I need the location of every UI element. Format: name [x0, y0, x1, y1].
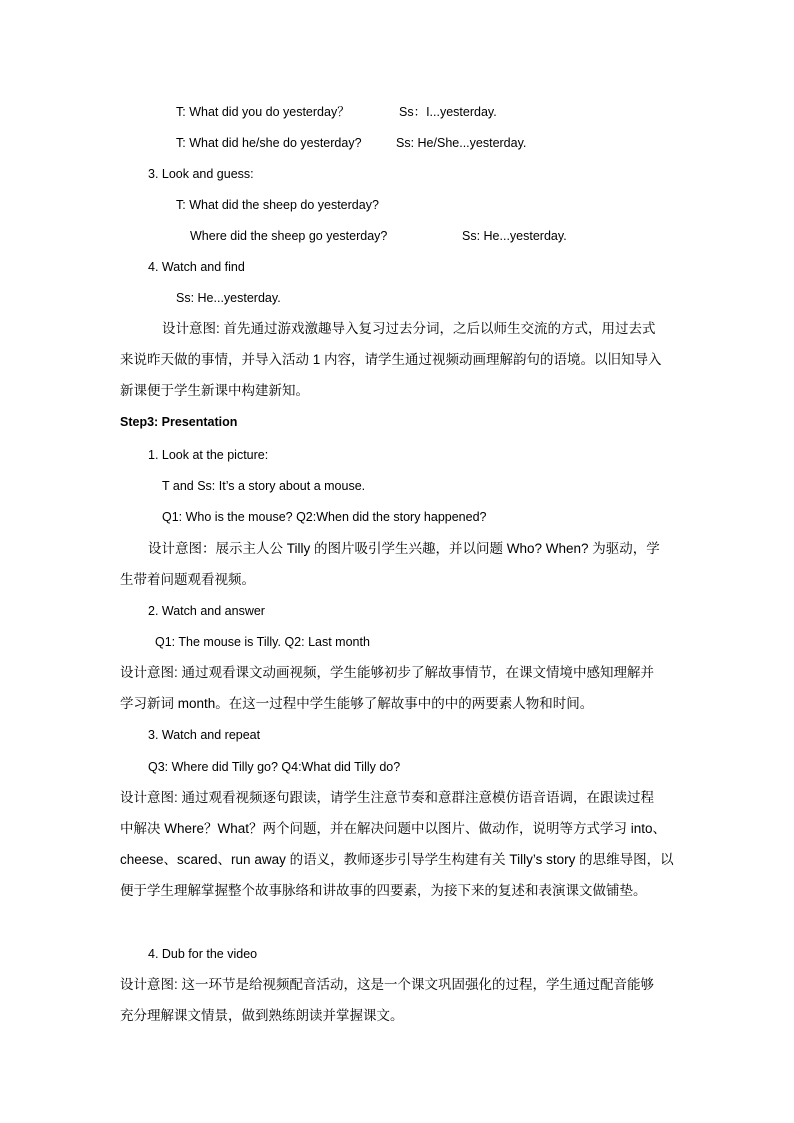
look-and-guess-heading: 3. Look and guess:	[148, 167, 254, 181]
dub-for-video-heading: 4. Dub for the video	[148, 947, 258, 961]
design-intent-4-line-1: 设计意图: 通过观看视频逐句跟读，请学生注意节奏和意群注意模仿语音语调，在跟读过程	[120, 790, 655, 805]
watch-and-repeat-heading: 3. Watch and repeat	[148, 728, 261, 742]
questions-q3-q4: Q3: Where did Tilly go? Q4:What did Tilly do?	[148, 760, 401, 774]
sheep-question-do: T: What did the sheep do yesterday?	[176, 198, 379, 212]
teacher-question-he-she: T: What did he/she do yesterday?	[176, 136, 362, 150]
story-statement: T and Ss: It’s a story about a mouse.	[162, 479, 366, 493]
design-intent-3-line-1: 设计意图: 通过观看课文动画视频，学生能够初步了解故事情节，在课文情境中感知理解并	[120, 665, 655, 680]
questions-q1-q2: Q1: Who is the mouse? Q2:When did the story happened?	[162, 510, 487, 524]
design-intent-1-line-1: 设计意图: 首先通过游戏激趣导入复习过去分词，之后以师生交流的方式，用过去式	[162, 321, 656, 336]
teacher-question-you: T: What did you do yesterday？	[176, 105, 350, 119]
watch-and-find-heading: 4. Watch and find	[148, 260, 245, 274]
answers-q1-q2: Q1: The mouse is Tilly. Q2: Last month	[155, 635, 370, 649]
design-intent-4-line-4: 便于学生理解掌握整个故事脉络和讲故事的四要素，为接下来的复述和表演课文做铺垫。	[120, 883, 647, 898]
design-intent-1-line-2: 来说昨天做的事情，并导入活动 1 内容，请学生通过视频动画理解韵句的语境。以旧知导入	[120, 352, 662, 367]
step3-heading: Step3: Presentation	[120, 415, 238, 429]
student-answer-i: Ss：I...yesterday.	[399, 105, 497, 119]
watch-and-answer-heading: 2. Watch and answer	[148, 604, 265, 618]
design-intent-5-line-1: 设计意图: 这一环节是给视频配音活动，这是一个课文巩固强化的过程，学生通过配音能够	[120, 977, 655, 992]
sheep-answer: Ss: He...yesterday.	[462, 229, 567, 243]
design-intent-4-line-2: 中解决 Where？What？两个问题，并在解决问题中以图片、做动作，说明等方式学习 into、	[120, 821, 667, 836]
student-answer-he-she: Ss: He/She...yesterday.	[396, 136, 527, 150]
watch-and-find-answer: Ss: He...yesterday.	[176, 291, 281, 305]
design-intent-5-line-2: 充分理解课文情景，做到熟练朗读并掌握课文。	[120, 1008, 404, 1023]
design-intent-3-line-2: 学习新词 month。在这一过程中学生能够了解故事中的中的两要素人物和时间。	[120, 696, 594, 711]
design-intent-2-line-1: 设计意图：展示主人公 Tilly 的图片吸引学生兴趣，并以问题 Who? When? 为驱动，学	[148, 541, 660, 556]
design-intent-2-line-2: 生带着问题观看视频。	[120, 572, 255, 587]
design-intent-1-line-3: 新课便于学生新课中构建新知。	[120, 383, 309, 398]
design-intent-4-line-3: cheese、scared、run away 的语义，教师逐步引导学生构建有关 Tilly’s story 的思维导图，以	[120, 852, 674, 867]
look-at-picture-heading: 1. Look at the picture:	[148, 448, 269, 462]
sheep-question-go: Where did the sheep go yesterday?	[190, 229, 388, 243]
